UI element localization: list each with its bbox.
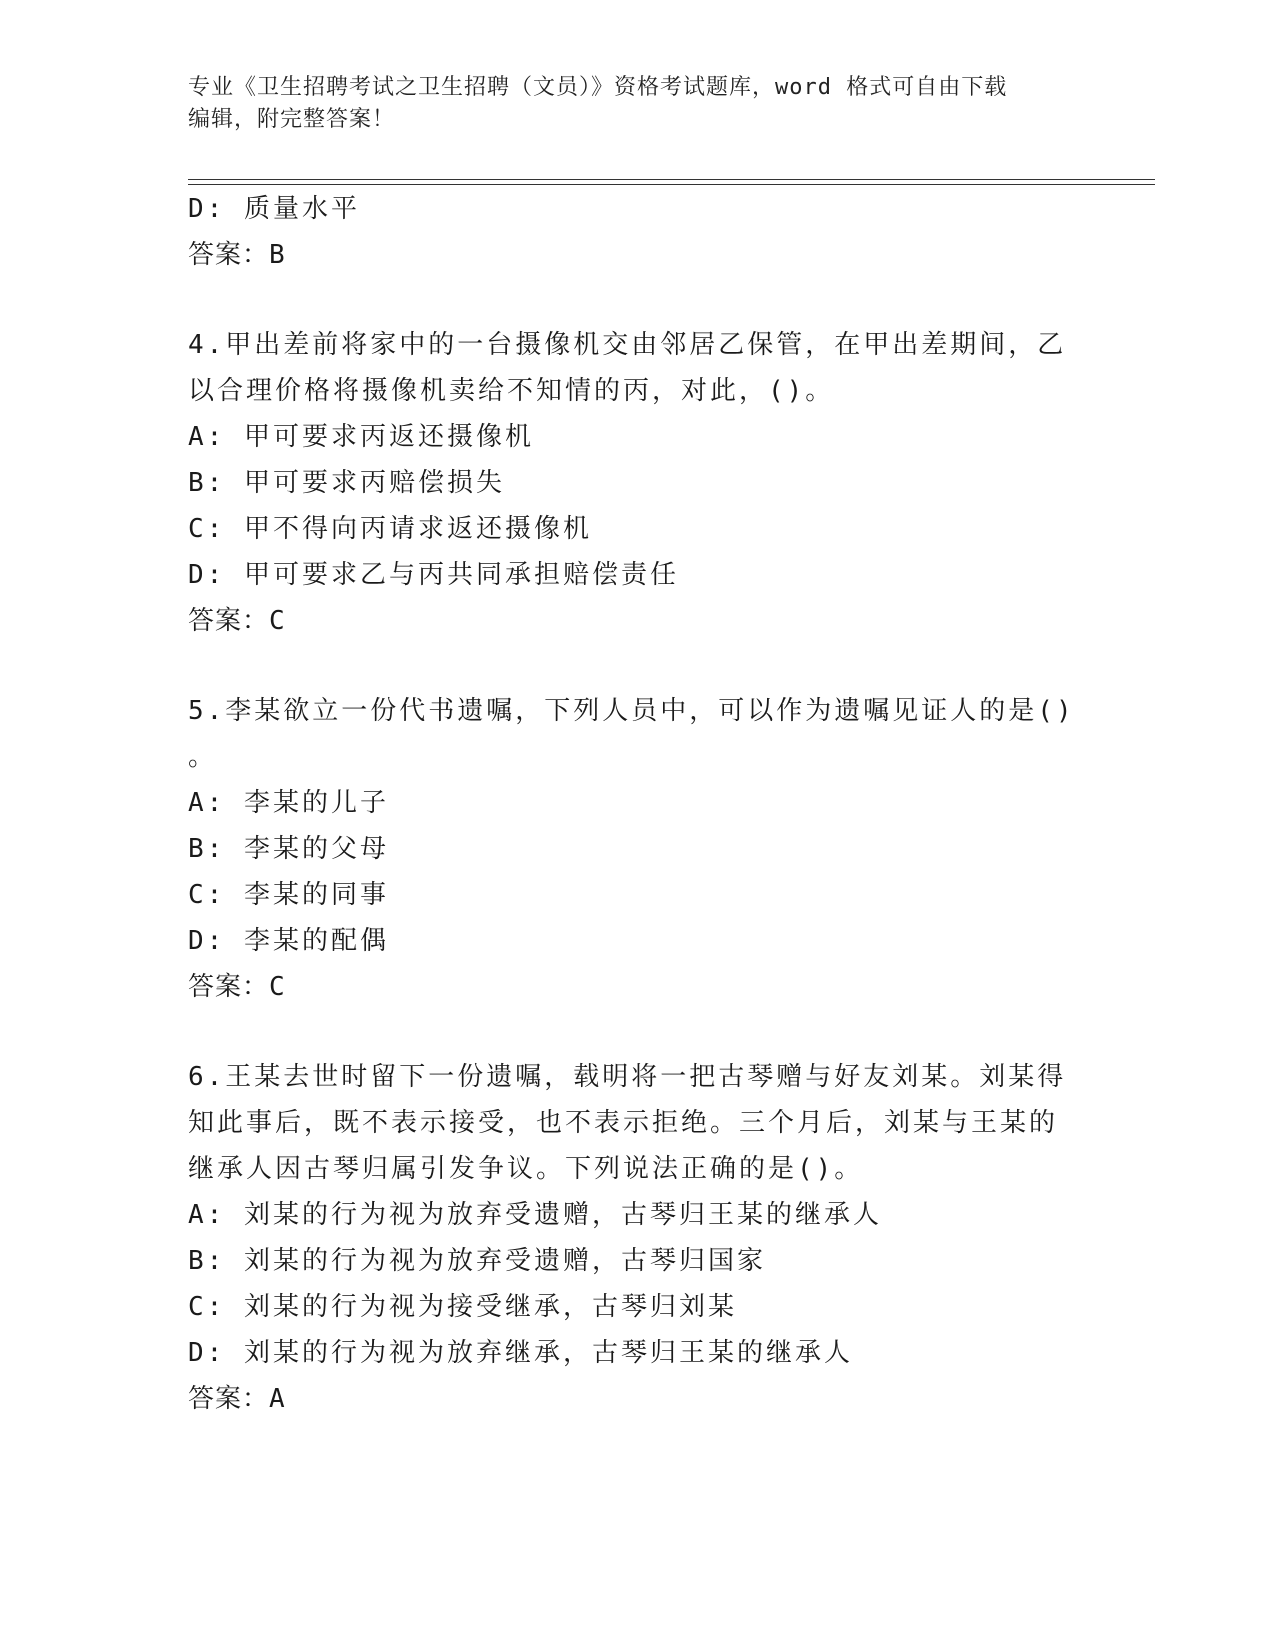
header-divider-top xyxy=(188,179,1155,180)
option-a: A: 刘某的行为视为放弃受遗赠，古琴归王某的继承人 xyxy=(188,1200,882,1230)
header-divider-bottom xyxy=(188,184,1155,185)
answer-label: 答案： xyxy=(188,1384,270,1414)
answer-value: B xyxy=(269,240,286,270)
option-b: B: 甲可要求丙赔偿损失 xyxy=(188,468,505,498)
question-block xyxy=(188,1054,1088,1422)
question-stem-line: 5.李某欲立一份代书遗嘱，下列人员中，可以作为遗嘱见证人的是() xyxy=(188,696,1075,726)
answer-line xyxy=(188,1376,1088,1422)
answer-label: 答案： xyxy=(188,240,270,270)
question-stem-line: 以合理价格将摄像机卖给不知情的丙，对此，()。 xyxy=(188,376,835,406)
answer-value: C xyxy=(269,972,286,1002)
question-stem-line: 。 xyxy=(188,742,218,772)
answer-line xyxy=(188,232,1088,278)
answer-value: C xyxy=(269,606,286,636)
answer-value: A xyxy=(269,1384,286,1414)
question-stem-line: 知此事后，既不表示接受，也不表示拒绝。三个月后，刘某与王某的 xyxy=(188,1108,1059,1138)
answer-line xyxy=(188,598,1088,644)
option-d: D: 甲可要求乙与丙共同承担赔偿责任 xyxy=(188,560,679,590)
option-d: D: 质量水平 xyxy=(188,194,360,224)
option-c: C: 李某的同事 xyxy=(188,880,389,910)
option-c: C: 刘某的行为视为接受继承，古琴归刘某 xyxy=(188,1292,737,1322)
header-line-2: 编辑，附完整答案！ xyxy=(188,107,396,132)
question-block xyxy=(188,322,1088,644)
question-content xyxy=(188,186,1088,1422)
option-a: A: 李某的儿子 xyxy=(188,788,389,818)
document-header xyxy=(188,72,1088,136)
header-line-1: 专业《卫生招聘考试之卫生招聘（文员）》资格考试题库，word 格式可自由下载 xyxy=(188,75,1008,100)
question-stem-line: 继承人因古琴归属引发争议。下列说法正确的是()。 xyxy=(188,1154,864,1184)
spacer xyxy=(188,1010,1088,1054)
option-d: D: 李某的配偶 xyxy=(188,926,389,956)
option-a: A: 甲可要求丙返还摄像机 xyxy=(188,422,534,452)
question-stem-line: 6.王某去世时留下一份遗嘱，载明将一把古琴赠与好友刘某。刘某得 xyxy=(188,1062,1067,1092)
answer-label: 答案： xyxy=(188,606,270,636)
option-d: D: 刘某的行为视为放弃继承，古琴归王某的继承人 xyxy=(188,1338,853,1368)
answer-line xyxy=(188,964,1088,1010)
spacer xyxy=(188,644,1088,688)
option-c: C: 甲不得向丙请求返还摄像机 xyxy=(188,514,592,544)
option-b: B: 刘某的行为视为放弃受遗赠，古琴归国家 xyxy=(188,1246,766,1276)
option-b: B: 李某的父母 xyxy=(188,834,389,864)
question-block xyxy=(188,688,1088,1010)
question-stem-line: 4.甲出差前将家中的一台摄像机交由邻居乙保管，在甲出差期间，乙 xyxy=(188,330,1067,360)
answer-label: 答案： xyxy=(188,972,270,1002)
spacer xyxy=(188,278,1088,322)
